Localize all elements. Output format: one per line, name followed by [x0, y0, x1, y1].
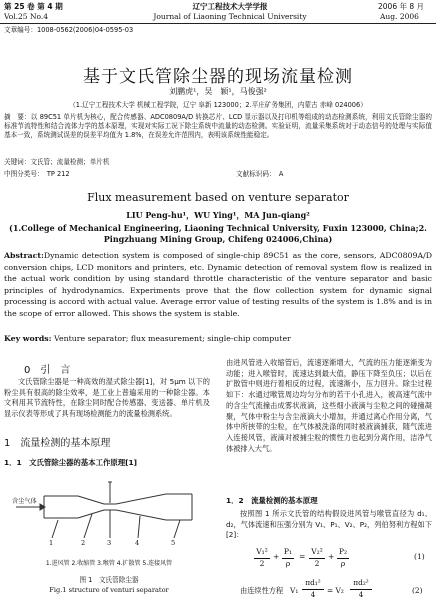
date-en: Aug. 2006: [380, 12, 419, 21]
keywords-en: [4, 334, 291, 343]
eq2-v1: V₁: [290, 586, 299, 595]
journal-en: Journal of Liaoning Technical University: [153, 12, 307, 21]
section-0-title: 0 引 言: [24, 365, 71, 376]
eq1-equals: =: [299, 552, 306, 561]
equation-1: V₁² 2 + P₁ ρ = V₂² 2 + P₂ ρ (1): [254, 547, 434, 573]
title-cn: 基于文氏管除尘器的现场流量检测: [83, 67, 353, 87]
keywords-en-text: Venture separator; flux measurement; single-chip computer: [54, 334, 291, 343]
eq2-d1: 4: [310, 590, 316, 599]
figure-number-2: 2: [81, 539, 86, 547]
eq1-number: (1): [414, 552, 425, 561]
figure-caption-cn: 图 1 文氏管除尘器: [79, 576, 139, 584]
journal-cn: 辽宁工程技术大学学报: [192, 2, 268, 11]
section-1-2-text: 按照图 1 所示文氏管的结构假设进风管与喉管直径为 d₁、d₂，气体流速和压强分别为 V₁、P₁、V₂、P₂，列伯努利方程如下[2]：: [226, 509, 432, 540]
abstract-cn: 摘 要：以 89C51 单片机为核心，配合传感器、ADC0809A/D 转换芯片、LCD 显示器以及打印机等组成的动态检测系统，利用文氏管除尘器的标准节流特性和结合流体力学的基本原理，实现对实际工况下除尘系统中流量的动态检测。实验证明，流量采集系统对于动态信号的处理与实际值基本一致，系统测试误差的误差平均值为 1.8%，在误差允许范围内，表明该系统性能稳定。: [4, 113, 432, 140]
eq1-p2-denominator: ρ: [340, 559, 346, 568]
date-cn: 2006 年 8 月: [378, 2, 425, 11]
figure-number-1: 1: [49, 539, 54, 547]
equation-2-prefix: 由连续性方程: [240, 586, 284, 595]
figure-number-3: 3: [107, 539, 112, 547]
abstract-en: [4, 250, 432, 320]
figure-number-4: 4: [135, 539, 140, 547]
document-code: 文献标识码： A: [236, 170, 284, 178]
eq1-v1-numerator: V₁²: [256, 547, 268, 556]
eq1-p2-numerator: P₂: [338, 547, 348, 556]
article-number: 文章编号：1008-0562(2006)04-0595-03: [4, 26, 134, 34]
abstract-en-text: Dynamic detection system is composed of single-chip 89C51 as the core, sensors, ADC0809A/D conversion chips, LCD monitors and printers, etc. Dynamic detection of removal system flow is realized in the actual work condition by using standard throttle characteristic of the venture separator and basic principles of hydrodynamics. Experiments prove that the flow collection system for dynamic signal processing is accord with actual value. Average error value of testing results of the system is 1.8% and is in the scope of error allowed. This shows the system is stable.: [4, 251, 432, 318]
equation-2: [290, 578, 434, 604]
eq1-v2-denominator: 2: [314, 559, 320, 568]
section-1-2-title: 1．2 流量检测的基本原理: [226, 496, 318, 505]
volume-cn: 第 25 卷 第 4 期: [4, 2, 63, 11]
figure-caption-en: Fig.1 structure of venturi separator: [49, 586, 169, 594]
section-1-1-title: 1．1 文氏管除尘器的基本工作原理[1]: [4, 458, 138, 467]
title-en: Flux measurement based on venture separator: [87, 191, 349, 204]
volume-en: Vol.25 No.4: [4, 12, 49, 21]
eq1-v2-numerator: V₂²: [311, 547, 323, 556]
figure-legend: 1.进风管 2.收缩管 3.喉管 4.扩散管 5.连接风管: [45, 560, 173, 567]
right-column-text: 由进风管进入收缩管后，流速逐渐增大，气流的压力能逐渐变为动能；进入喉管时，流速达到最大值，静压下降至负压；以后在扩散管中则进行着相反的过程，流速渐小，压力回升。除尘过程如下：水通过喉管周边均匀分布的若干小孔进入，被高速气流中的含尘气流撞击成雾状液滴，这些细小液滴与尘粒之间的碰撞凝聚，气体中粉尘与含尘液滴大小增加，并通过离心作用分离，气体中所挟带的尘粒，在气体被洗涤的同时被液滴捕获，随气流进入连接风管，液滴对被捕尘粒的惯性力也起到分离作用，洁净气体被排入大气。: [226, 358, 432, 453]
section-1-title: 1 流量检测的基本原理: [4, 438, 111, 449]
authors-en: LIU Peng-hu¹，WU Ying¹，MA Jun-qiang²: [126, 210, 310, 220]
class-number: 中图分类号： TP 212: [4, 170, 70, 178]
eq2-n2: πd₂²: [353, 578, 369, 587]
eq2-d2: 4: [358, 590, 364, 599]
figure-inlet-label: 含尘气体: [12, 498, 37, 505]
keywords-en-label: Key words:: [4, 334, 52, 343]
eq2-n1: πd₁²: [305, 578, 321, 587]
venturi-figure: [8, 468, 208, 568]
abstract-en-label: Abstract:: [4, 251, 44, 260]
section-0-text: 文氏管除尘器是一种高效的湿式除尘器[1]，对 5μm 以下的粉尘具有很高的除尘效率，是工业上普遍采用的一种除尘器。本文利用其节流特性，在除尘同时配合传感器、变送器、单片机及显示仪表等形成了具有现场检测能力的流量检测系统。: [4, 377, 210, 419]
keywords-cn: 关键词：文氏管；流量检测；单片机: [4, 158, 110, 166]
eq1-p1-denominator: ρ: [285, 559, 291, 568]
authors-cn: 刘鹏虎¹，吴 颖¹，马俊强²: [169, 87, 267, 96]
affiliation-cn: （1.辽宁工程技术大学 机械工程学院，辽宁 阜新 123000；2.平庄矿务集团，内蒙古 赤峰 024006）: [69, 101, 367, 109]
eq1-v1-denominator: 2: [259, 559, 265, 568]
affiliation-en: (1.College of Mechanical Engineering, Liaoning Technical University, Fuxin 123000, China;2. Pingzhuang Mining Group, Chifeng 024006,China): [9, 223, 427, 244]
header-rule: [0, 23, 436, 24]
figure-number-5: 5: [171, 539, 176, 547]
eq2-v2: = V₂: [327, 586, 344, 595]
eq1-p1-numerator: P₁: [283, 547, 293, 556]
eq2-number: (2): [412, 586, 423, 595]
